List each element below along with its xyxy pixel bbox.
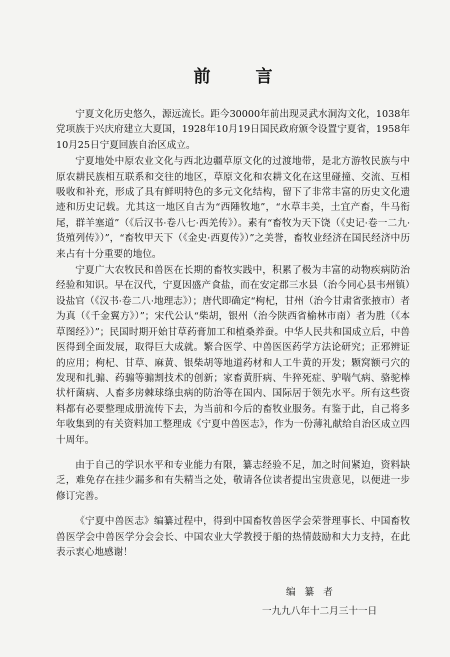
signature: 编 纂 者 [286,587,336,598]
paragraph-thanks: 《宁夏中兽医志》编纂过程中，得到中国畜牧兽医学会荣誉理事长、中国畜牧兽医学会中兽医学分会会长、中国农业大学教授于船的热情鼓励和大力支持，在此表示衷心地感谢！ [56,516,410,558]
paragraph-culture: 宁夏地处中原农业文化与西北边疆草原文化的过渡地带，是北方游牧民族与中原农耕民族相互联系和交往的地区，草原文化和农耕文化在这里碰撞、交流、互相吸收和补充，形成了具有鲜明特色的多元文化结构，留下了非常丰富的历史文化遗迹和历史记载。尤其这一地区自古为“西陲牧地”，“水草丰美，土宜产畜，牛马衔尾，群羊塞道”（《后汉书·卷八七·西羌传》）。素有“畜牧为天下饶（《史记·卷一二九·货殖列传》）”，“畜牧甲天下（《金史·西夏传》）”之美誉，畜牧业经济在国民经济中历来占有十分重要的地位。 [56,156,410,260]
page-title: 前 言 [193,67,287,87]
preface-body [56,107,410,560]
paragraph-apology: 由于自己的学识水平和专业能力有限，纂志经验不足，加之时间紧迫，资料缺乏，难免存在挂少漏多和有失精当之处，敬请各位读者提出宝贵意见，以便进一步修订完善。 [56,459,410,502]
paragraph-veterinary: 宁夏广大农牧民和兽医在长期的畜牧实践中，积累了极为丰富的动物疾病防治经验和知识。早在汉代，宁夏因盛产食盐，而在安定郡三水县（治今同心县韦州镇）设盐官（《汉书·卷二八·地理志》）；唐代即确定“枸杞，甘州（治今甘肃省张掖市）者为真（《千金翼方》）”；宋代公认“柴胡，银州（治今陕西省榆林市南）者为胜（《本草图经》）”；民国时期开始甘草药膏加工和植桑养蚕。中华人民共和国成立后，中兽医得到全面发展，取得巨大成就。繁合医学、中兽医医药学方法论研究；正邪辨证的应用；枸杞、甘草、麻黄、银柴胡等地道药材和人工牛黄的开发；颗窝额弓穴的发现和扎骟、药骟等骟割技术的创新；家畜黄肝病、牛猝死症、驴喘气病、骆驼棒状杆菌病、人畜多房棘球绦虫病的防治等在国内、国际居于领先水平。所有这些资料都有必要整理成册流传下去，为当前和今后的畜牧业服务。有鉴于此，自己将多年收集到的有关资料加工整理成《宁夏中兽医志》，作为一份薄礼献给自治区成立四十周年。 [56,265,410,446]
paragraph-history: 宁夏文化历史悠久，源远流长。距今30000年前出现灵武水洞沟文化，1038年党项族于兴庆府建立大夏国，1928年10月19日国民政府颁令设置宁夏省，1958年10月25日宁夏回族自治区成立。 [56,109,410,151]
signature-date: 一九九八年十二月三十一日 [262,606,378,617]
